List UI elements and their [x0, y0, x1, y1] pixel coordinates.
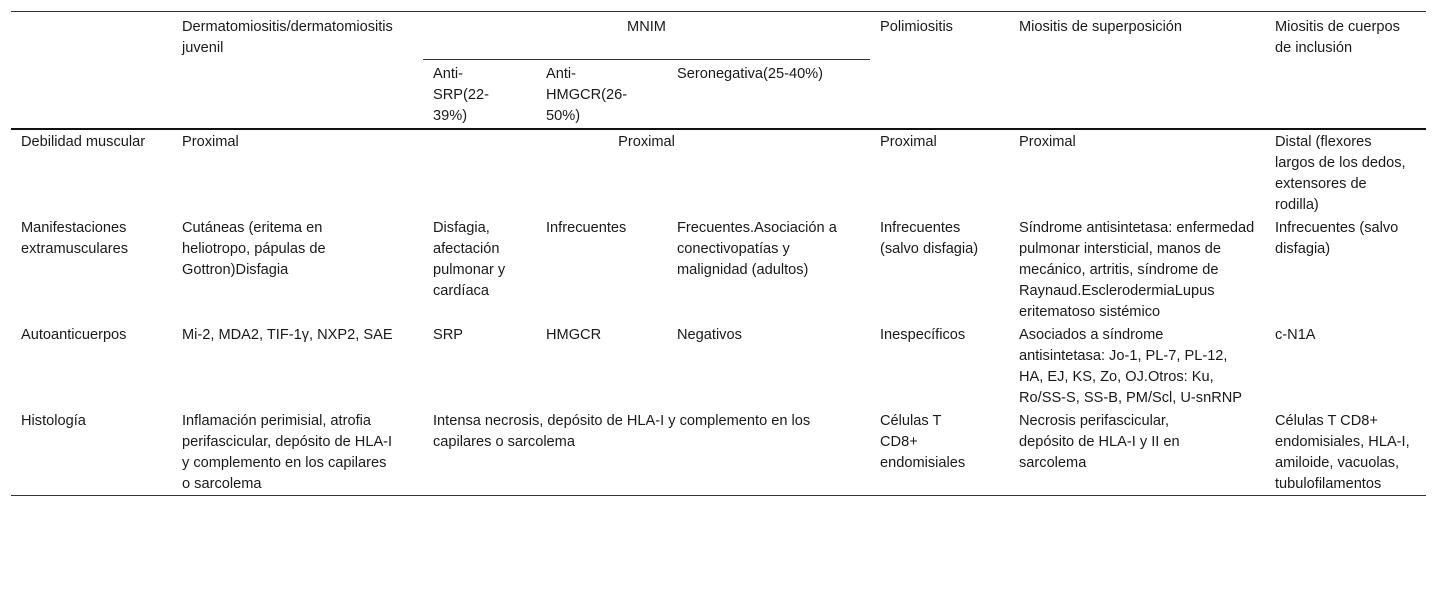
cell-poli: Proximal [880, 134, 937, 150]
table-row [11, 409, 1426, 496]
cell-derma: Cutáneas (eritema en heliotropo, pápulas de Gottron)Disfagia [182, 220, 326, 278]
cell-cuerpos-inclusion: Células T CD8+ endomisiales, HLA-I, amiloide, vacuolas, tubulofilamentos [1265, 409, 1426, 496]
cell-superposicion: Proximal [1019, 134, 1076, 150]
header-superposicion: Miositis de superposición [1009, 12, 1265, 130]
header-empty-cell [11, 12, 172, 130]
table-row [11, 216, 1426, 323]
cell-poli: Células T CD8+ endomisiales [870, 409, 1009, 496]
table-wrapper [11, 11, 1426, 496]
cell-anti-srp: SRP [433, 327, 464, 343]
table-row [11, 129, 1426, 216]
cell-mnim: Proximal [618, 134, 675, 150]
row-label: Histología [11, 409, 172, 496]
cell-superposicion: Necrosis perifascicular, depósito de HLA-I y II en sarcolema [1009, 409, 1265, 496]
cell-seronegativa: Negativos [677, 327, 742, 343]
cell-anti-srp: Disfagia, afectación pulmonar y cardíaca [433, 220, 506, 299]
cell-cuerpos-inclusion: c-N1A [1275, 327, 1316, 343]
row-label: Manifestaciones extramusculares [21, 220, 129, 257]
subheader-anti-srp: Anti-SRP(22-39%) [423, 60, 536, 130]
cell-derma: Inflamación perimisial, atrofia perifascicular, depósito de HLA-I y complemento en los capilares o sarcolema [172, 409, 423, 496]
header-derma: Dermatomiositis/dermatomiositis juvenil [172, 12, 423, 130]
cell-cuerpos-inclusion: Infrecuentes (salvo disfagia) [1275, 220, 1399, 257]
cell-cuerpos-inclusion: Distal (flexores largos de los dedos, extensores de rodilla) [1275, 134, 1406, 213]
cell-seronegativa: Frecuentes.Asociación a conectivopatías y malignidad (adultos) [677, 220, 837, 278]
cell-anti-hmgcr: Infrecuentes [546, 220, 627, 236]
cell-derma: Mi-2, MDA2, TIF-1γ, NXP2, SAE [182, 327, 393, 343]
header-row [11, 12, 1426, 60]
row-label: Debilidad muscular [21, 134, 146, 150]
header-poli: Polimiositis [870, 12, 1009, 130]
myositis-comparison-table [11, 11, 1426, 496]
subheader-seronegativa: Seronegativa(25-40%) [667, 60, 870, 130]
cell-poli: Infrecuentes (salvo disfagia) [880, 220, 979, 257]
header-cuerpos-inclusion: Miositis de cuerpos de inclusión [1265, 12, 1426, 130]
row-label: Autoanticuerpos [21, 327, 127, 343]
subheader-anti-hmgcr: Anti-HMGCR(26-50%) [536, 60, 667, 130]
header-mnim: MNIM [423, 12, 870, 60]
cell-mnim: Intensa necrosis, depósito de HLA-I y complemento en los capilares o sarcolema [423, 409, 870, 496]
cell-superposicion: Asociados a síndrome antisintetasa: Jo-1, PL-7, PL-12, HA, EJ, KS, Zo, OJ.Otros: Ku, Ro/SS-S, SS-B, PM/Scl, U-snRNP [1019, 327, 1243, 406]
table-row [11, 323, 1426, 409]
cell-superposicion: Síndrome antisintetasa: enfermedad pulmonar intersticial, manos de mecánico, artritis, síndrome de Raynaud.EsclerodermiaLupus eritematoso sistémico [1019, 220, 1255, 320]
cell-derma: Proximal [182, 134, 239, 150]
cell-poli: Inespecíficos [880, 327, 966, 343]
cell-anti-hmgcr: HMGCR [546, 327, 602, 343]
